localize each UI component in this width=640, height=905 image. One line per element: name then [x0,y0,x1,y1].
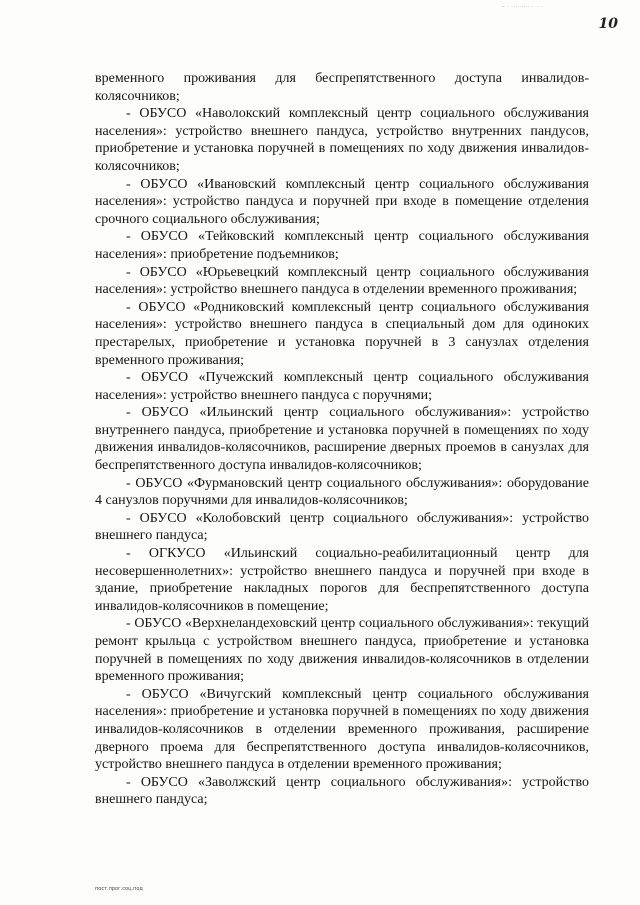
scan-mark: – · ········· · · · [502,4,543,10]
list-item-navolokskiy: - ОБУСО «Наволокский комплексный центр социального обслуживания населения»: устройство внешнего пандуса, устройство внутренних пандусов, приобретение и установка поручней в помещениях по ходу движения инвалидов-колясочников; [95,106,589,174]
list-item-teykovskiy: - ОБУСО «Тейковский комплексный центр социального обслуживания населения»: приобретение подъемников; [95,229,589,262]
list-item-rodnikovskiy: - ОБУСО «Родниковский комплексный центр социального обслуживания населения»: устройство внешнего пандуса в специальный дом для одиноких престарелых, приобретение и установка поручней в 3 санузлах отделения временного проживания; [95,299,589,368]
document-body [95,70,589,809]
list-item-ivanovskiy: - ОБУСО «Ивановский комплексный центр социального обслуживания населения»: устройство пандуса и поручней при входе в помещение отделения срочного социального обслуживания; [95,176,589,227]
list-item-yurevetskiy: - ОБУСО «Юрьевецкий комплексный центр социального обслуживания населения»: устройство внешнего пандуса в отделении временного проживания; [95,264,589,298]
list-item-puchezhskiy: - ОБУСО «Пучежский комплексный центр социального обслуживания населения»: устройство внешнего пандуса с поручнями; [95,370,589,403]
list-item-furmanovskiy: - ОБУСО «Фурмановский центр социального обслуживания»: оборудование 4 санузлов поручнями для инвалидов-колясочников; [95,475,589,509]
list-item-ilinskiy: - ОБУСО «Ильинский центр социального обслуживания»: устройство внутреннего пандуса, приобретение и установка поручней в помещениях по ходу движения инвалидов-колясочников, расширение дверных проемов в санузлах для беспрепятственного доступа инвалидов-колясочников; [95,405,589,474]
footer-code: пост.прог.соц.под [95,886,143,892]
list-item-verkhnelandekhovskiy: - ОБУСО «Верхнеландеховский центр социального обслуживания»: текущий ремонт крыльца с устройством внешнего пандуса, приобретение и установка поручней в помещениях по ходу движения инвалидов-колясочников в отделении временного проживания; [95,616,589,685]
list-item-vichugskiy: - ОБУСО «Вичугский комплексный центр социального обслуживания населения»: приобретение и установка поручней в помещениях по ходу движения инвалидов-колясочников в отделении временного проживания, расширение дверного проема для беспрепятственного доступа инвалидов-колясочников, устройство внешнего пандуса в отделении временного проживания; [95,686,589,773]
page-number: 10 [598,16,618,32]
list-item-ilinskiy-rehab: - ОГКУСО «Ильинский социально-реабилитационный центр для несовершеннолетних»: устройство внешнего пандуса и поручней при входе в здание, приобретение накладных порогов для беспрепятственного доступа инвалидов-колясочников в помещение; [95,546,589,614]
paragraph-continuation: временного проживания для беспрепятственного доступа инвалидов-колясочников; [95,71,589,104]
list-item-zavolzhskiy: - ОБУСО «Заволжский центр социального обслуживания»: устройство внешнего пандуса; [95,774,589,808]
list-item-kolobovskiy: - ОБУСО «Колобовский центр социального обслуживания»: устройство внешнего пандуса; [95,510,589,544]
